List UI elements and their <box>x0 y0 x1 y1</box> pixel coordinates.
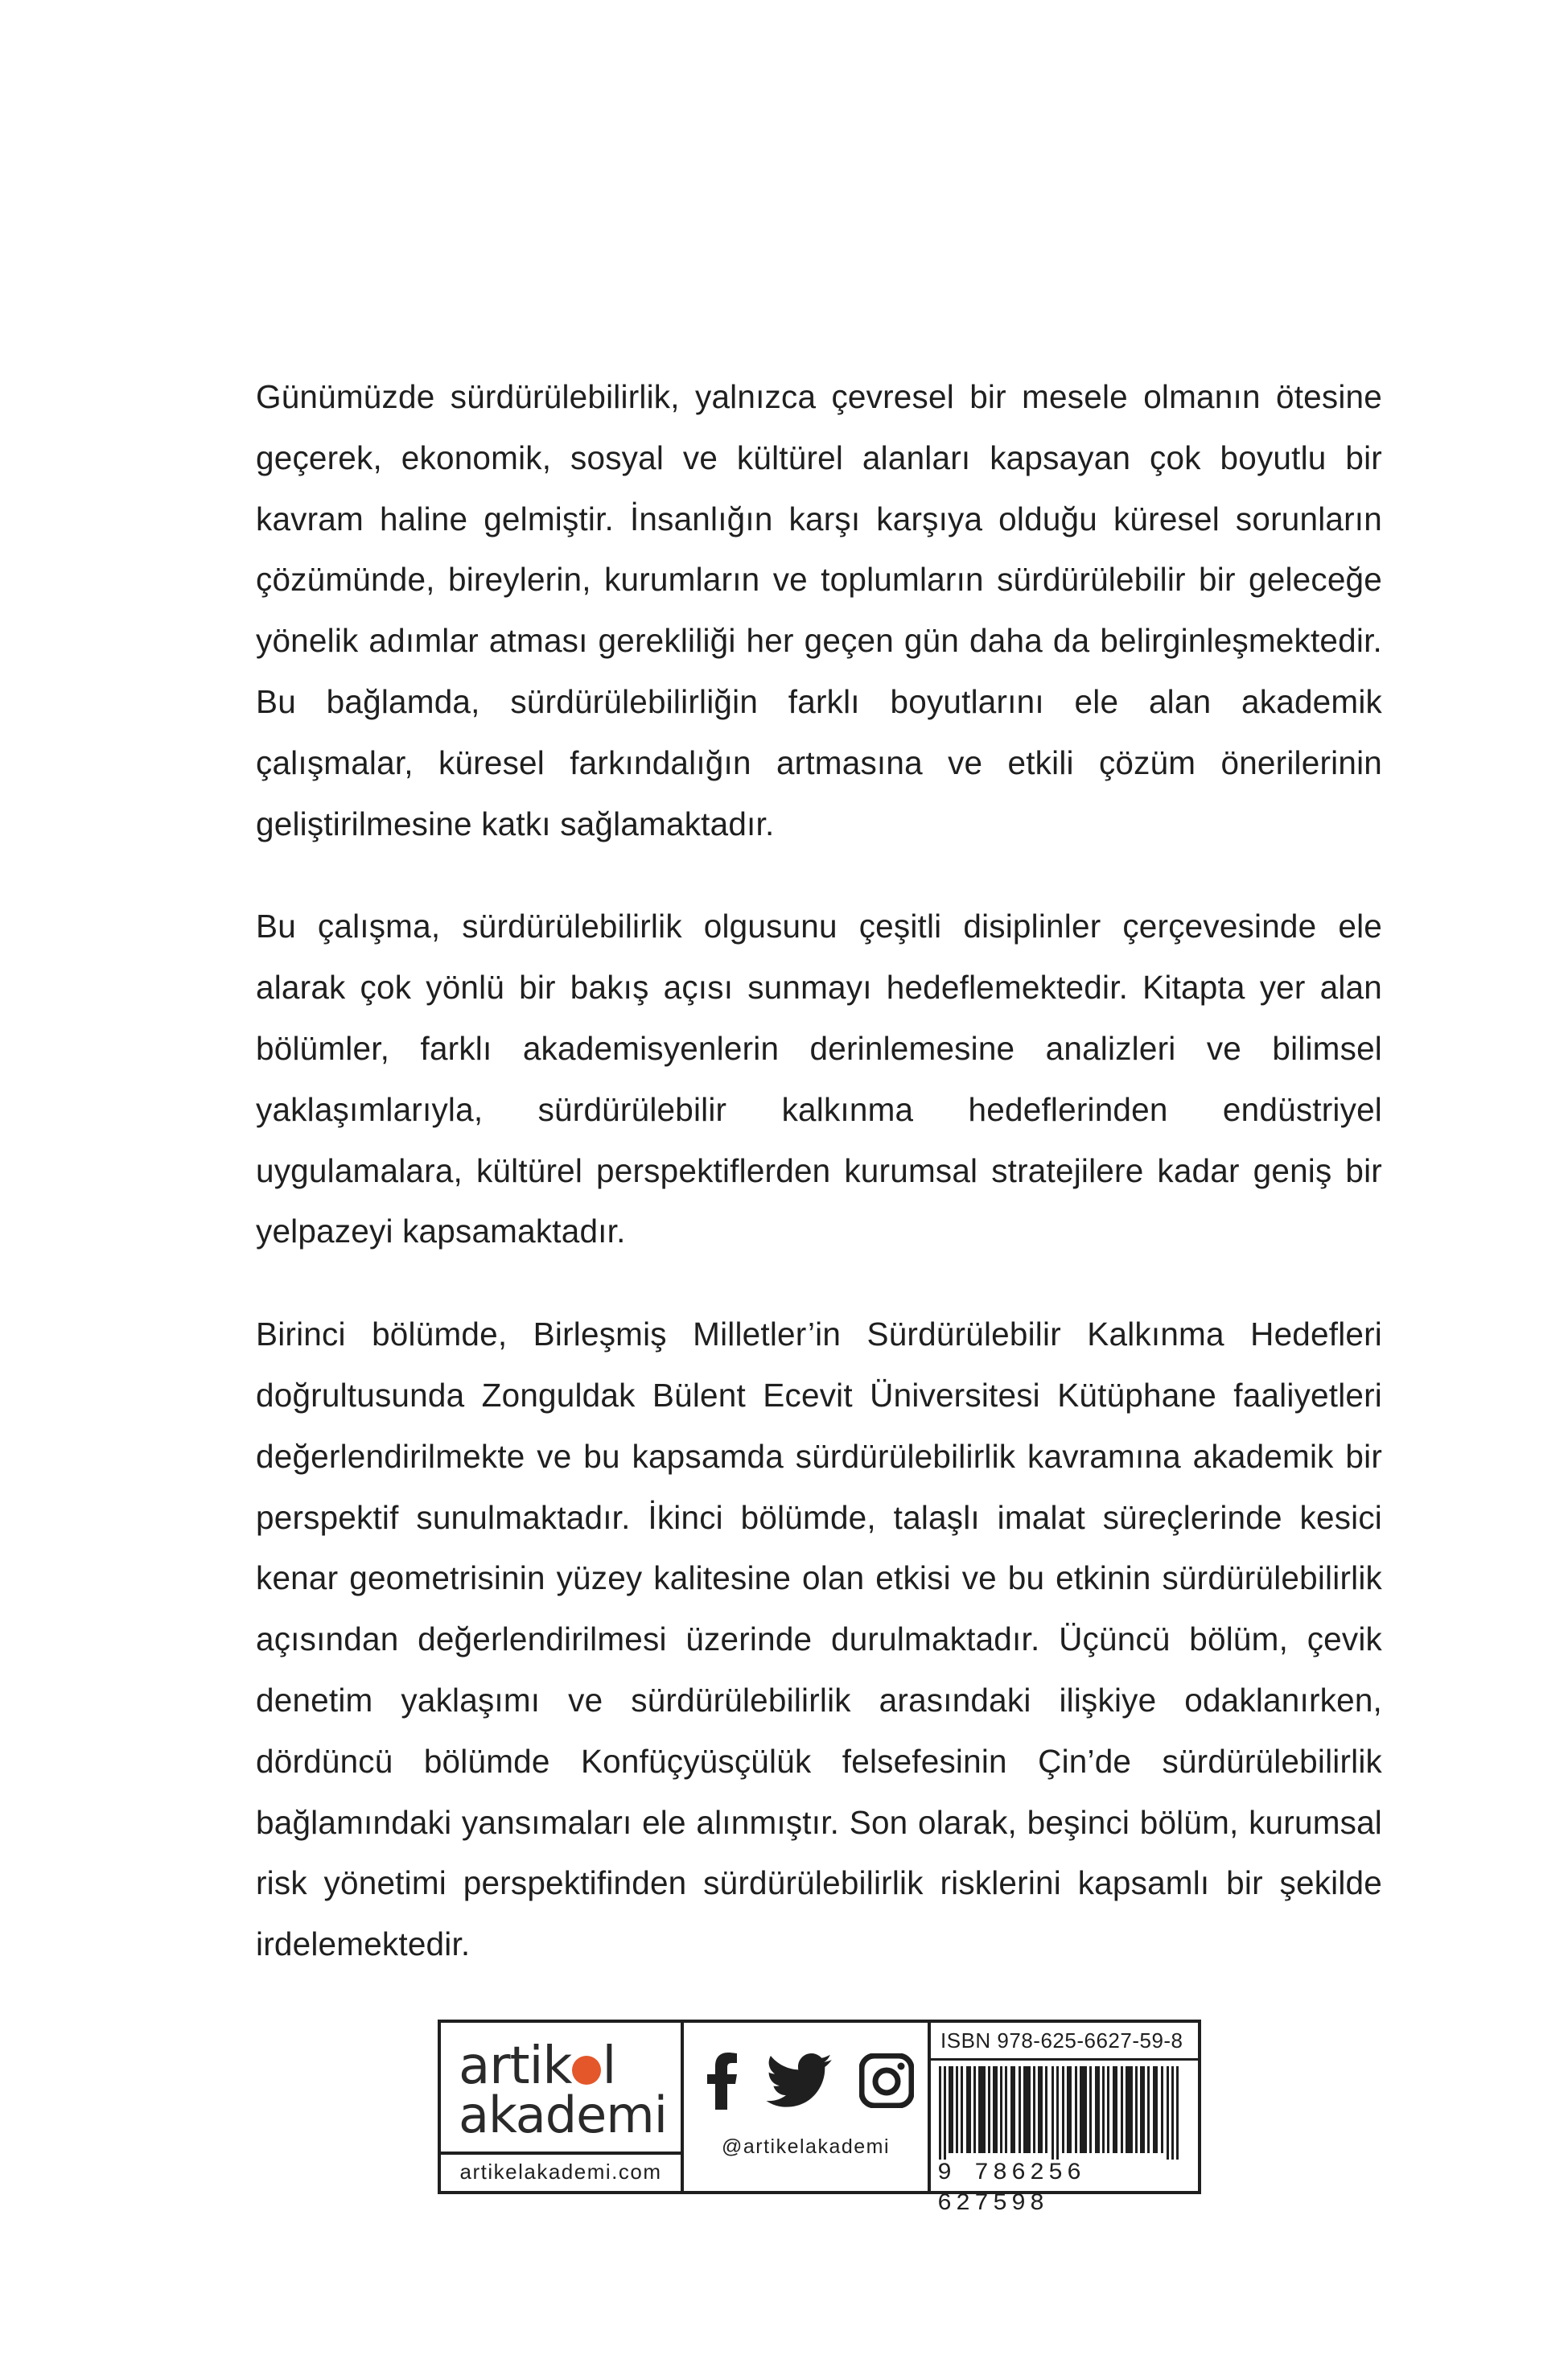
barcode-digits: 9 786256 627598 <box>937 2160 1086 2217</box>
twitter-icon[interactable] <box>766 2053 832 2108</box>
publisher-website[interactable]: artikelakademi.com <box>459 2160 662 2184</box>
social-handle[interactable]: @artikelakademi <box>721 2135 891 2158</box>
logo-orange-dot <box>572 2056 601 2085</box>
isbn-label: ISBN 978-625-6627-59-8 <box>931 2023 1198 2061</box>
facebook-icon[interactable] <box>706 2052 739 2110</box>
paragraph-3: Birinci bölümde, Birleşmiş Milletler’in Sürdürülebilir Kalkınma Hedefleri doğrultusunda Zonguldak Bülent Ecevit Üniversitesi Kütüphane faaliyetleri değerlendirilmekte ve bu kapsamda sürdürülebilirlik kavramına akademik bir perspektif sunulmaktadır. İkinci bölümde, talaşlı imalat süreçlerinde kesici kenar geometrisinin yüzey kalitesine olan etkisi ve bu etkinin sürdürülebilirlik açısından değerlendirilmesi üzerinde durulmaktadır. Üçüncü bölüm, çevik denetim yaklaşımı ve sürdürülebilirlik arasındaki ilişkiye odaklanırken, dördüncü bölümde Konfüçyüsçülük felsefesinin Çin’de sürdürülebilirlik bağlamındaki yansımaları ele alınmıştır. Son olarak, beşinci bölüm, kurumsal risk yönetimi perspektifinden sürdürülebilirlik risklerini kapsamlı bir şekilde irdelemektedir. <box>256 1316 1382 1963</box>
logo-text-start: artik <box>459 2036 572 2096</box>
paragraph-2: Bu çalışma, sürdürülebilirlik olgusunu çeşitli disiplinler çerçevesinde ele alarak çok yönlü bir bakış açısı sunmayı hedeflemektedir. Kitapta yer alan bölümler, farklı akademisyenlerin derinlemesine analizleri ve bilimsel yaklaşımlarıyla, sürdürülebilir kalkınma hedeflerinden endüstriyel uygulamalara, kültürel perspektiflerden kurumsal stratejilere kadar geniş bir yelpazeyi kapsamaktadır. <box>256 908 1382 1250</box>
publisher-logo-line1 <box>459 2036 616 2096</box>
isbn-barcode <box>939 2066 1180 2160</box>
isbn-cell <box>931 2023 1198 2217</box>
logo-text-end: l <box>602 2036 616 2096</box>
imprint-box <box>438 2020 1201 2217</box>
instagram-icon[interactable] <box>859 2053 914 2108</box>
back-cover-text <box>256 367 1382 2017</box>
social-icons <box>706 2052 914 2110</box>
publisher-logo-line2: akademi <box>459 2086 667 2144</box>
social-cell <box>684 2023 931 2191</box>
publisher-logo-cell <box>441 2023 684 2191</box>
logo-divider <box>441 2152 681 2155</box>
paragraph-1: Günümüzde sürdürülebilirlik, yalnızca çevresel bir mesele olmanın ötesine geçerek, ekonomik, sosyal ve kültürel alanları kapsayan çok boyutlu bir kavram haline gelmiştir. İnsanlığın karşı karşıya olduğu küresel sorunların çözümünde, bireylerin, kurumların ve toplumların sürdürülebilir bir geleceğe yönelik adımlar atması gerekliliği her geçen gün daha da belirginleşmektedir. Bu bağlamda, sürdürülebilirliğin farklı boyutlarını ele alan akademik çalışmalar, küresel farkındalığın artmasına ve etkili çözüm önerilerinin geliştirilmesine katkı sağlamaktadır. <box>256 378 1382 842</box>
